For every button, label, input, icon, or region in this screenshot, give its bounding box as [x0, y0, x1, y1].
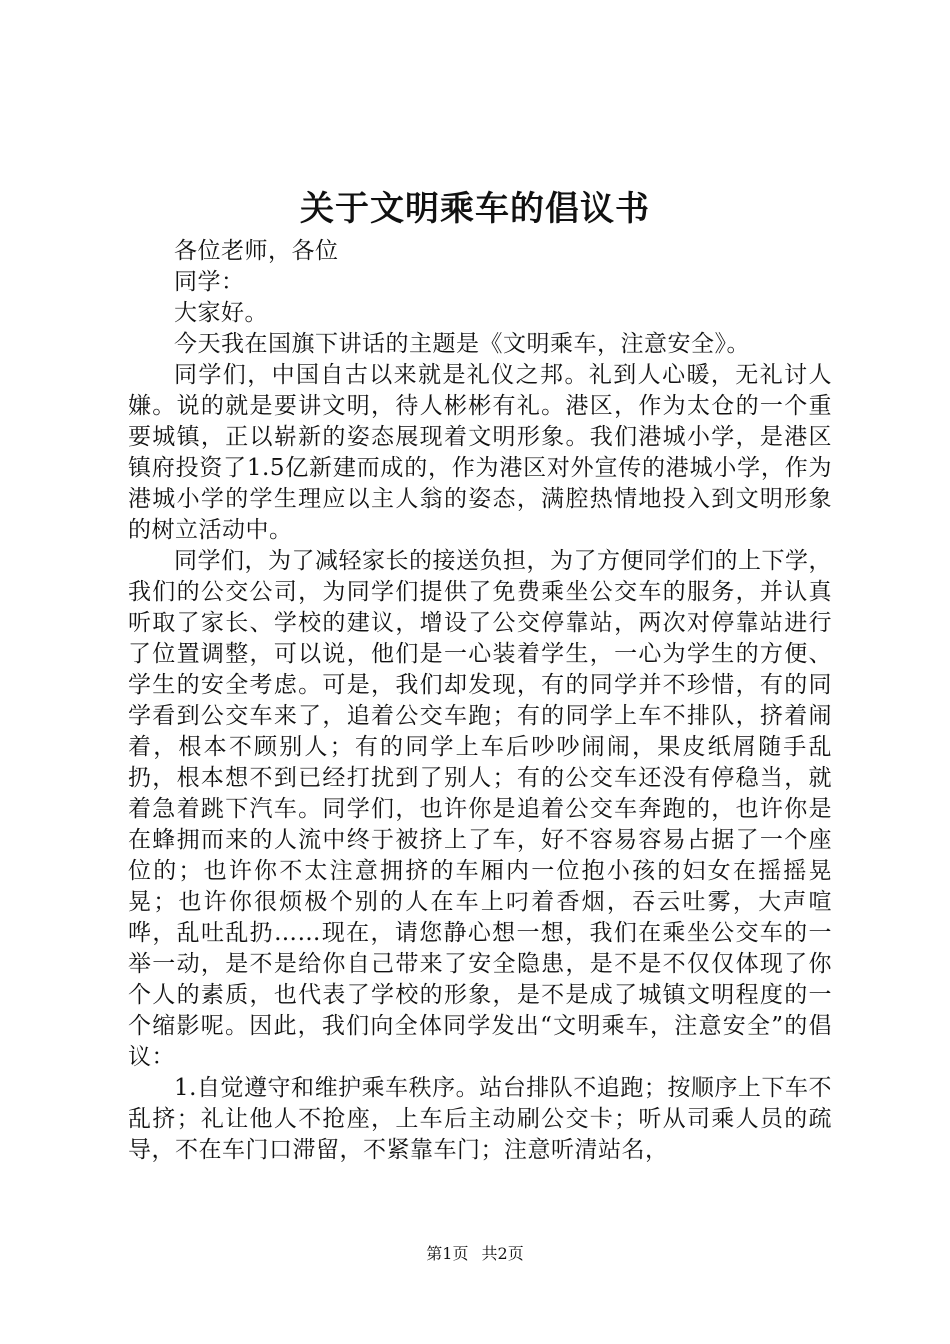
paragraph-item-1: 1.自觉遵守和维护乘车秩序。站台排队不追跑；按顺序上下车不乱挤；礼让他人不抢座，上车后主动刷公交卡；听从司乘人员的疏导，不在车门口滞留，不紧靠车门；注意听清站名， — [128, 1075, 832, 1163]
paragraph-intro: 同学们，中国自古以来就是礼仪之邦。礼到人心暖，无礼讨人嫌。说的就是要讲文明，待人彬彬有礼。港区，作为太仓的一个重要城镇，正以崭新的姿态展现着文明形象。我们港城小学，是港区镇府投资了1.5亿新建而成的，作为港区对外宣传的港城小学，作为港城小学的学生理应以主人翁的姿态，满腔热情地投入到文明形象的树立活动中。 — [128, 362, 832, 543]
page-number-total: 共2页 — [481, 1244, 524, 1263]
paragraph-greeting-cont: 同学： — [174, 269, 245, 295]
paragraph-hello: 大家好。 — [174, 300, 268, 326]
document-title: 关于文明乘车的倡议书 — [300, 189, 650, 229]
page-number-current: 第1页 — [426, 1244, 469, 1263]
paragraph-topic: 今天我在国旗下讲话的主题是《文明乘车，注意安全》。 — [174, 331, 750, 357]
page-footer — [0, 1242, 950, 1266]
document-body — [128, 236, 832, 1166]
paragraph-main: 同学们，为了减轻家长的接送负担，为了方便同学们的上下学，我们的公交公司，为同学们提供了免费乘坐公交车的服务，并认真听取了家长、学校的建议，增设了公交停靠站，两次对停靠站进行了位置调整，可以说，他们是一心装着学生，一心为学生的方便、学生的安全考虑。可是，我们却发现，有的同学并不珍惜，有的同学看到公交车来了，追着公交车跑；有的同学上车不排队，挤着闹着，根本不顾别人；有的同学上车后吵吵闹闹，果皮纸屑随手乱扔，根本想不到已经打扰到了别人；有的公交车还没有停稳当，就着急着跳下汽车。同学们，也许你是追着公交车奔跑的，也许你是在蜂拥而来的人流中终于被挤上了车，好不容易容易占据了一个座位的；也许你不太注意拥挤的车厢内一位抱小孩的妇女在摇摇晃晃；也许你很烦极个别的人在车上叼着香烟，吞云吐雾，大声喧哗，乱吐乱扔……现在，请您静心想一想，我们在乘坐公交车的一举一动，是不是给你自己带来了安全隐患，是不是不仅仅体现了你个人的素质，也代表了学校的形象，是不是成了城镇文明程度的一个缩影呢。因此，我们向全体同学发出“文明乘车，注意安全”的倡议： — [128, 548, 832, 1070]
paragraph-greeting: 各位老师，各位 — [174, 238, 339, 264]
